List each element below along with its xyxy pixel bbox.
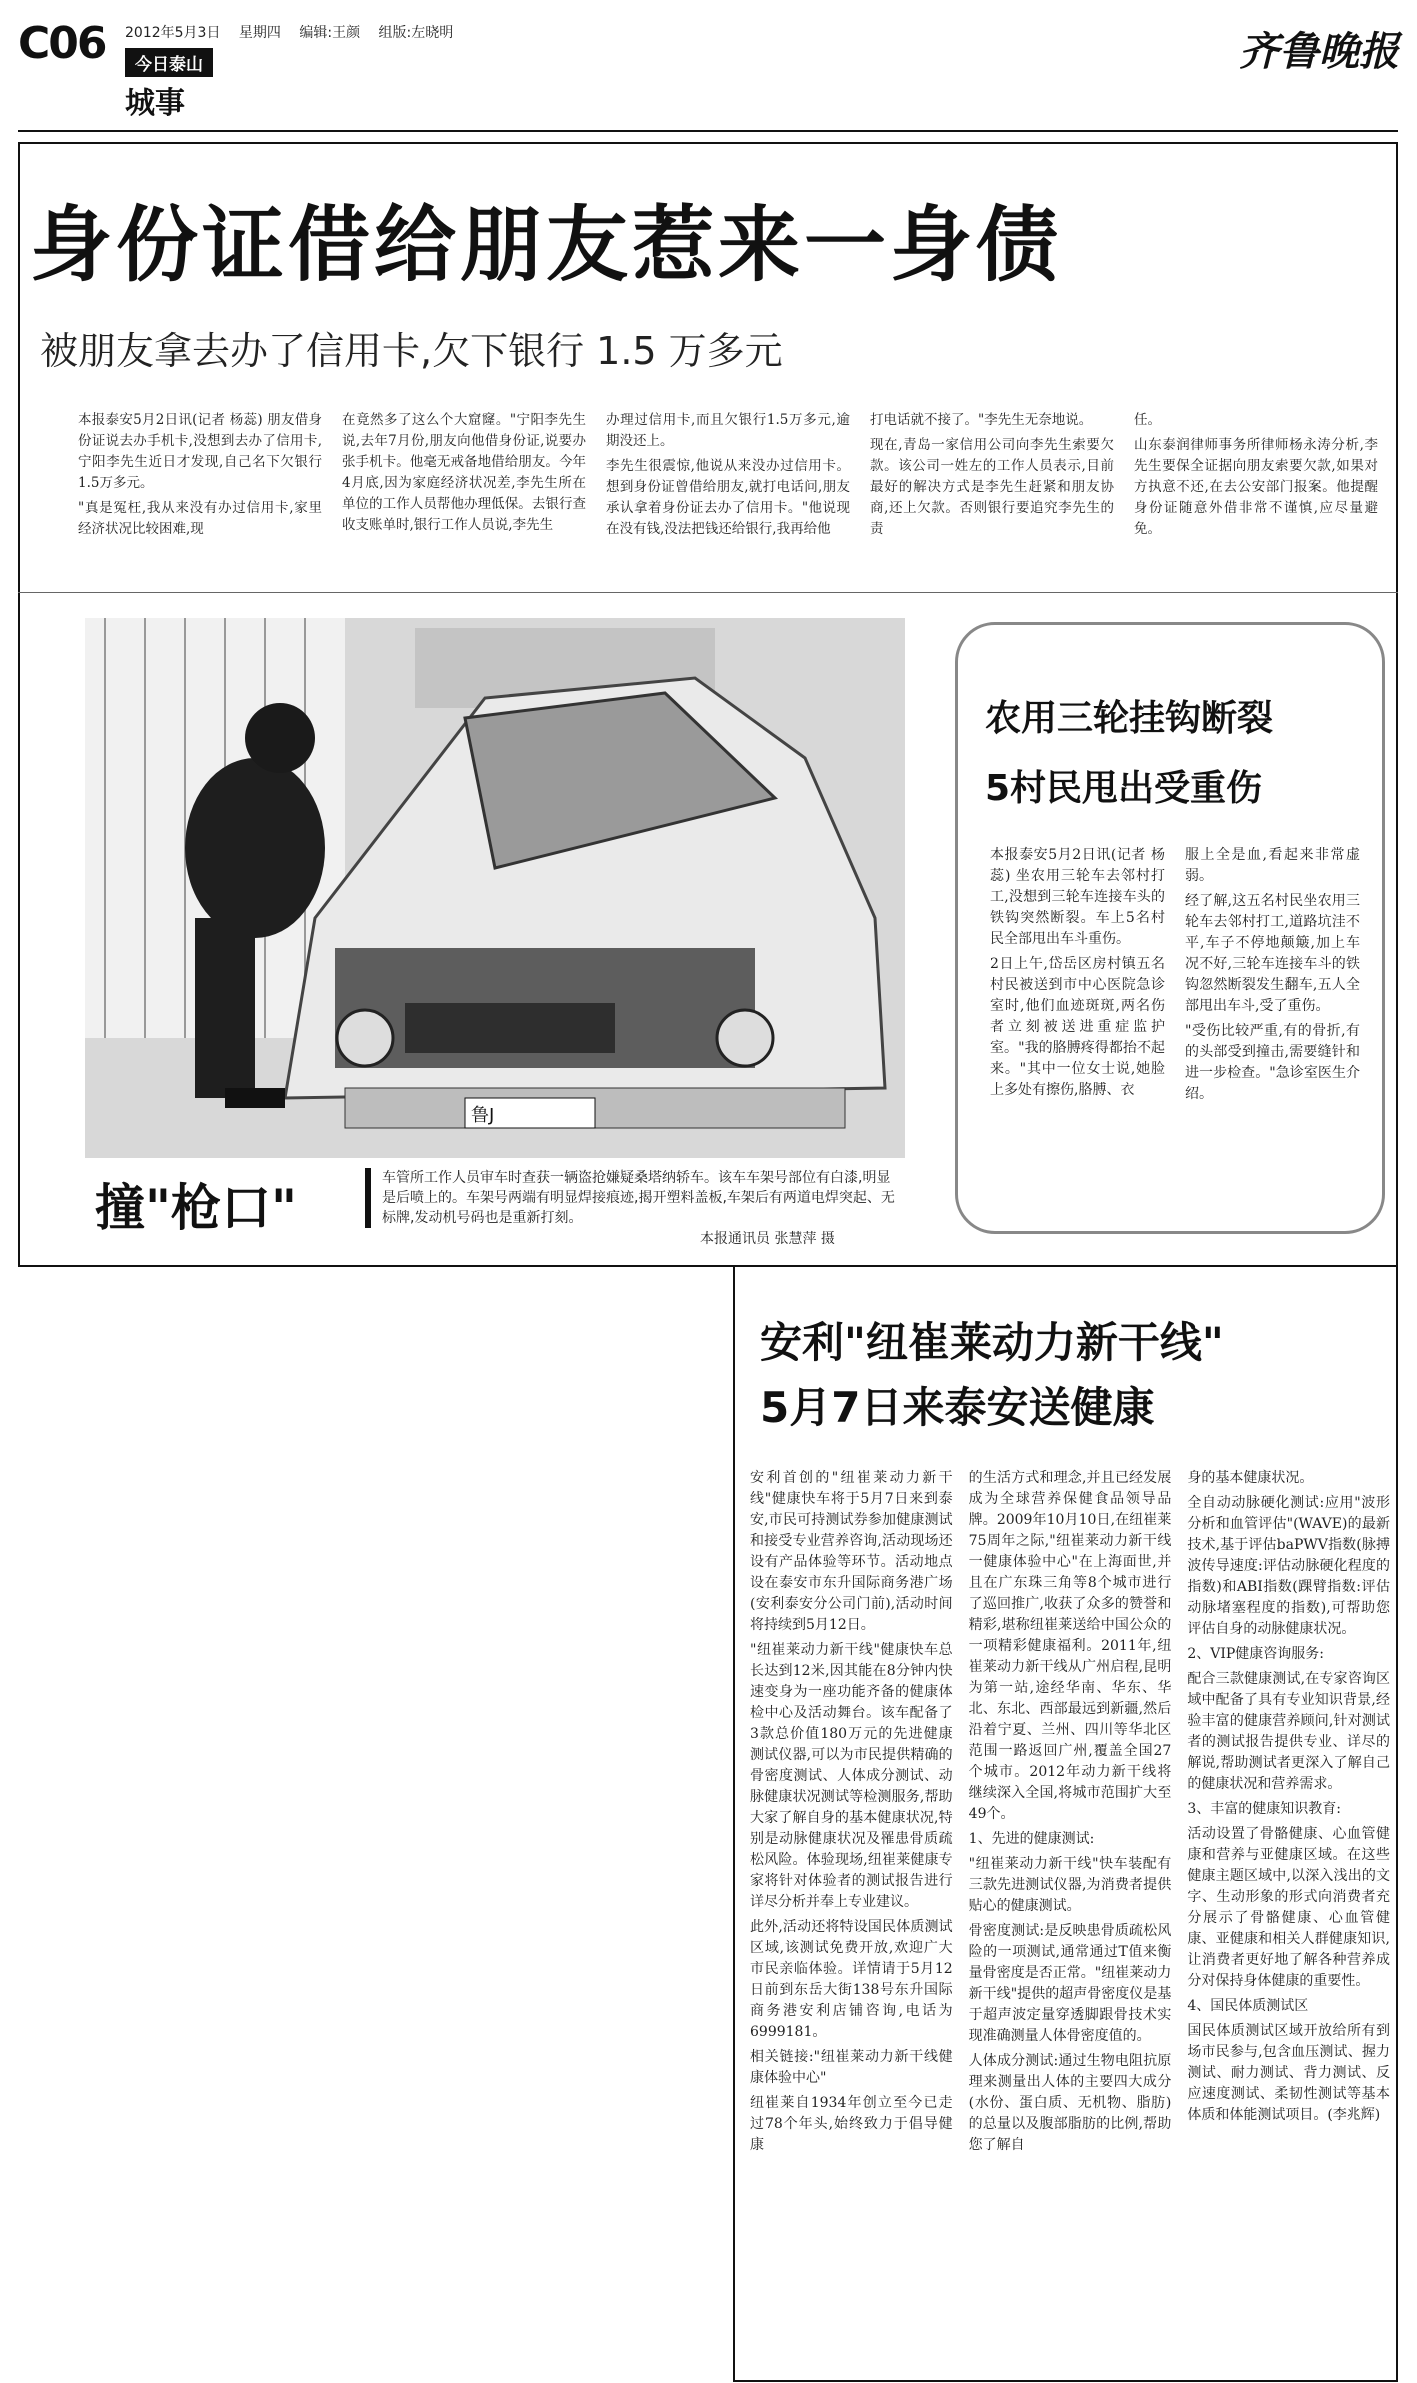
ad-column: 安利首创的"纽崔莱动力新干线"健康快车将于5月7日来到泰安,市民可持测试券参加健康测试和接受专业营养咨询,活动现场还设有产品体验等环节。活动地点设在泰安市东升国际商务港广场(安利泰安分公司门前),活动时间将持续到5月12日。 "纽崔莱动力新干线"健康快车总长达到12米,因其能在8分钟内快速变身为一座功能齐备的健康体检中心及活动舞台。该车配备了3款总价值180万元的先进健康测试仪器,可以为市民提供精确的骨密度测试、人体成分测试、动脉健康状况测试等检测服务,帮助大家了解自身的基本健康状况,特别是动脉健康状况及罹患骨质疏松风险。体验现场,纽崔莱健康专家将针对体验者的测试报告进行详尽分析并奉上专业建议。 此外,活动还将特设国民体质测试区域,该测试免费开放,欢迎广大市民亲临体验。详情请于5月12日前到东岳大街138号东升国际商务港安利店铺咨询,电话为6999181。 相关链接:"纽崔莱动力新干线健康体验中心" 纽崔莱自1934年创立至今已走过78个年头,始终致力于倡导健康: [750, 1470, 953, 2153]
sidebar-headline: 农用三轮挂钩断裂: [985, 698, 1274, 739]
sidebar-headline-2: 5村民甩出受重伤: [985, 768, 1263, 809]
caption-bar: [365, 1168, 371, 1228]
lead-column: 办理过信用卡,而且欠银行1.5万多元,逾期没还上。 李先生很震惊,他说从来没办过信用卡。想到身份证曾借给朋友,就打电话问,朋友承认拿着身份证去办了信用卡。"他说现在没有钱,没法把钱还给银行,我再给他: [606, 412, 850, 537]
section-tag: 今日泰山: [125, 48, 213, 77]
masthead-info: [125, 22, 467, 42]
lead-body: [78, 410, 1378, 585]
section-title: 城事: [125, 86, 185, 121]
ad-column: 身的基本健康状况。 全自动动脉硬化测试:应用"波形分析和血管评估"(WAVE)的最新技术,基于评估baPWV指数(脉搏波传导速度:评估动脉硬化程度的指数)和ABI指数(踝臂指数:评估动脉堵塞程度的指数),可帮助您评估自身的动脉健康状况。 2、VIP健康咨询服务: 配合三款健康测试,在专家咨询区域中配备了具有专业知识背景,经验丰富的健康营养顾问,针对测试者的测试报告提供专业、详尽的解说,帮助测试者更深入了解自己的健康状况和营养需求。 3、丰富的健康知识教育: 活动设置了骨骼健康、心血管健康和营养与亚健康区域。在这些健康主题区域中,以深入浅出的文字、生动形象的形式向消费者充分展示了骨骼健康、心血管健康、亚健康和相关人群健康知识,让消费者更好地了解各种营养成分对保持身体健康的重要性。 4、国民体质测试区 国民体质测试区域开放给所有到场市民参与,包含血压测试、握力测试、耐力测试、背力测试、反应速度测试、柔韧性测试等基本体质和体能测试项目。(李兆辉): [1187, 1470, 1391, 2123]
ad-headline: 安利"纽崔莱动力新干线": [760, 1318, 1224, 1367]
lead-headline: 身份证借给朋友惹来一身债: [30, 198, 1063, 293]
page-number: C06: [18, 18, 106, 69]
section-divider: [18, 592, 1398, 593]
ad-column: 的生活方式和理念,并且已经发展成为全球营养保健食品领导品牌。2009年10月10日,在纽崔莱75周年之际,"纽崔莱动力新干线一健康体验中心"在上海面世,并且在广东珠三角等8个城市进行了巡回推广,收获了众多的赞誉和精彩,堪称纽崔莱送给中国公众的一项精彩健康福利。2011年,纽崔莱动力新干线从广州启程,昆明为第一站,途经华南、华东、华北、东北、西部最远到新疆,然后沿着宁夏、兰州、四川等华北区范围一路返回广州,覆盖全国27个城市。2012年动力新干线将继续深入全国,将城市范围扩大至49个。 1、先进的健康测试: "纽崔莱动力新干线"快车装配有三款先进测试仪器,为消费者提供贴心的健康测试。 骨密度测试:是反映患骨质疏松风险的一项测试,通常通过T值来衡量骨密度是否正常。"纽崔莱动力新干线"提供的超声骨密度仪是基于超声波定量穿透脚跟骨技术实现准确测量人体骨密度值的。 人体成分测试:通过生物电阻抗原理来测量出人体的主要四大成分(水份、蛋白质、无机物、脂肪)的总量以及腹部脂肪的比例,帮助您了解自: [968, 1470, 1172, 2153]
lead-column: 任。 山东泰润律师事务所律师杨永涛分析,李先生要保全证据向朋友索要欠款,如果对方执意不还,在去公安部门报案。他提醒身份证随意外借非常不谨慎,应尽量避免。: [1134, 412, 1378, 537]
issue-weekday: 星期四: [238, 25, 281, 41]
photo-caption: 车管所工作人员审车时查获一辆盗抢嫌疑桑塔纳轿车。该车车架号部位有白漆,明显是后喷上的。车架号两端有明显焊接痕迹,揭开塑料盖板,车架后有两道电焊突起、无标牌,发动机号码也是重新打刻。: [382, 1170, 895, 1226]
lead-subhead: 被朋友拿去办了信用卡,欠下银行 1.5 万多元: [40, 329, 783, 373]
photo-title: 撞"枪口": [95, 1179, 298, 1237]
sidebar-column: 本报泰安5月2日讯(记者 杨蕊) 坐农用三轮车去邻村打工,没想到三轮车连接车头的铁钩突然断裂。车上5名村民全部甩出车斗重伤。 2日上午,岱岳区房村镇五名村民被送到市中心医院急诊室时,他们血迹斑斑,两名伤者立刻被送进重症监护室。"我的胳膊疼得都抬不起来。"其中一位女士说,她脸上多处有擦伤,胳膊、衣: [990, 847, 1165, 1098]
photo-credit: 本报通讯员 张慧萍 摄: [700, 1231, 835, 1247]
issue-date: 2012年5月3日: [125, 25, 221, 41]
sidebar-body: [990, 845, 1360, 1225]
news-photo: [85, 618, 905, 1158]
ad-body: [750, 1468, 1390, 2368]
ad-headline-2: 5月7日来泰安送健康: [760, 1383, 1155, 1432]
lead-column: 本报泰安5月2日讯(记者 杨蕊) 朋友借身份证说去办手机卡,没想到去办了信用卡,宁阳李先生近日才发现,自己名下欠银行1.5万多元。 "真是冤枉,我从来没有办过信用卡,家里经济状况比较困难,现: [78, 412, 322, 537]
layout-credit: 组版:左晓明: [378, 25, 454, 41]
newspaper-logo: 齐鲁晚报: [1239, 28, 1399, 75]
header-rule: [18, 130, 1398, 132]
license-plate: 鲁J: [471, 1105, 495, 1126]
sidebar-column: 服上全是血,看起来非常虚弱。 经了解,这五名村民坐农用三轮车去邻村打工,道路坑洼不平,车子不停地颠簸,加上车况不好,三轮车连接车斗的铁钩忽然断裂发生翻车,五人全部甩出车斗,受了重伤。 "受伤比较严重,有的骨折,有的头部受到撞击,需要缝针和进一步检查。"急诊室医生介绍。: [1185, 847, 1360, 1102]
lead-column: 打电话就不接了。"李先生无奈地说。 现在,青岛一家信用公司向李先生索要欠款。该公司一姓左的工作人员表示,目前最好的解决方式是李先生赶紧和朋友协商,还上欠款。否则银行要追究李先生的责: [870, 412, 1114, 537]
editor-credit: 编辑:王颜: [299, 25, 361, 41]
car-photo-illustration: [85, 618, 905, 1158]
lead-column: 在竟然多了这么个大窟窿。"宁阳李先生说,去年7月份,朋友向他借身份证,说要办张手机卡。他毫无戒备地借给朋友。今年4月底,因为家庭经济状况差,李先生所在单位的工作人员帮他办理低保。去银行查收支账单时,银行工作人员说,李先生: [342, 412, 586, 533]
